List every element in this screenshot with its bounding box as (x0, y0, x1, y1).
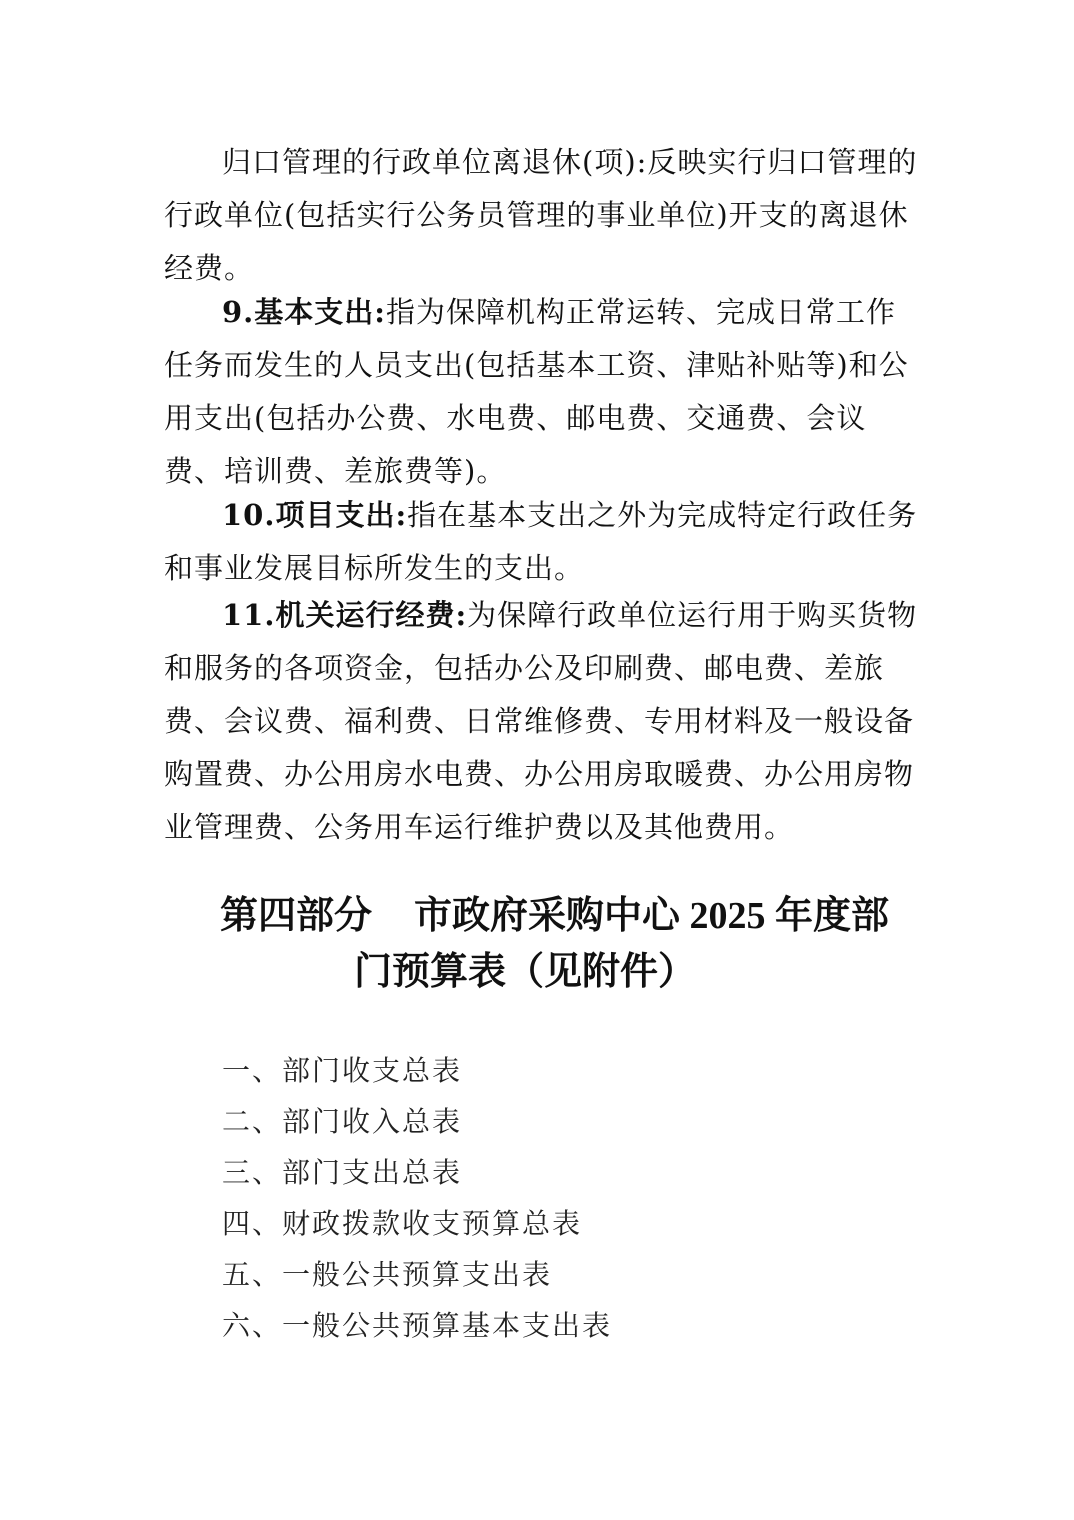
project-expenditure-paragraph (164, 489, 924, 595)
basic-expenditure-paragraph (164, 286, 924, 498)
list-item: 四、财政拨款收支预算总表 (222, 1207, 583, 1240)
heading-line-1 (164, 888, 924, 944)
office-operating-cost-text: 为保障行政单位运行用于购买货物和服务的各项资金，包括办公及印刷费、邮电费、差旅费、会议费、福利费、日常维修费、专用材料及一般设备购置费、办公用房水电费、办公用房取暖费、办公用房物业管理费、公务用车运行维护费以及其他费用。 (164, 598, 918, 844)
retire-paragraph (164, 136, 924, 295)
office-operating-cost-term: 11.机关运行经费: (222, 598, 468, 632)
heading-title-line-2: 门预算表（见附件） (354, 951, 697, 993)
basic-expenditure-term: 9.基本支出: (222, 295, 386, 329)
budget-table-list (222, 1045, 612, 1351)
list-item: 一、部门收支总表 (222, 1054, 463, 1087)
list-item: 六、一般公共预算基本支出表 (222, 1309, 613, 1342)
list-item: 三、部门支出总表 (222, 1156, 463, 1189)
retire-text: 归口管理的行政单位离退休(项):反映实行归口管理的行政单位(包括实行公务员管理的事业单位)开支的离退休经费。 (164, 145, 918, 285)
office-operating-cost-paragraph (164, 589, 924, 854)
project-expenditure-text: 指在基本支出之外为完成特定行政任务和事业发展目标所发生的支出。 (164, 498, 918, 585)
list-item: 二、部门收入总表 (222, 1105, 463, 1138)
heading-part-label: 第四部分 (220, 895, 373, 937)
basic-expenditure-text: 指为保障机构正常运转、完成日常工作任务而发生的人员支出(包括基本工资、津贴补贴等)和公用支出(包括办公费、水电费、邮电费、交通费、会议费、培训费、差旅费等)。 (164, 295, 909, 488)
part-four-heading (164, 888, 924, 1000)
project-expenditure-term: 10.项目支出: (222, 498, 408, 532)
list-item: 五、一般公共预算支出表 (222, 1258, 553, 1291)
heading-title-line-1: 市政府采购中心 2025 年度部 (414, 895, 890, 937)
